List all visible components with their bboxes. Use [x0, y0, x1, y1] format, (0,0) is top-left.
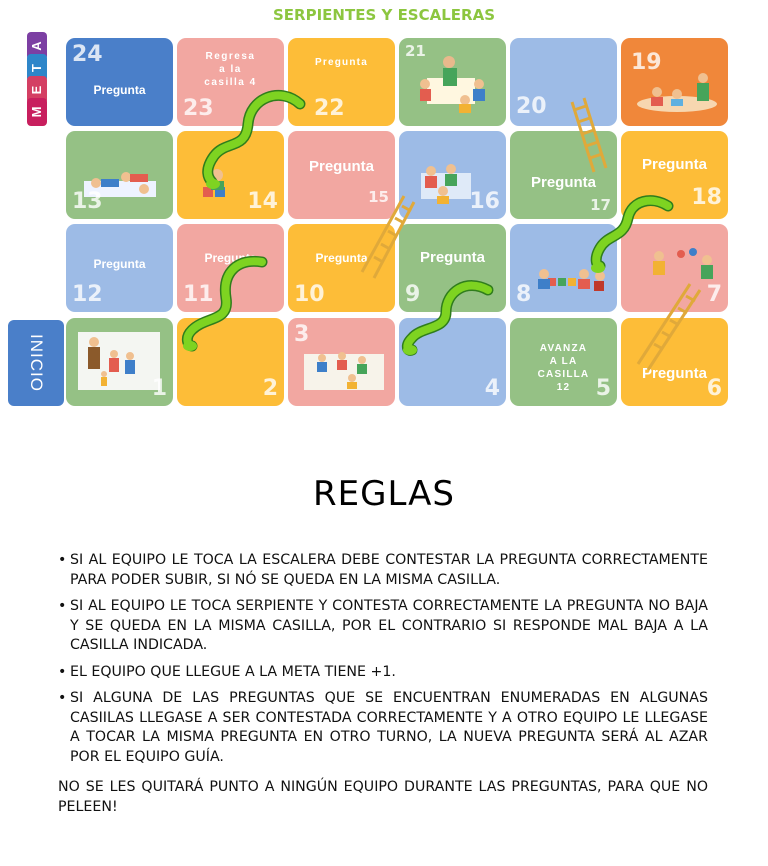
tile-number: 5 [595, 376, 611, 401]
children-reading-illustration [407, 48, 498, 114]
tile-number: 23 [183, 96, 214, 121]
tile-number: 11 [183, 282, 214, 307]
tile-label: Pregunta [641, 156, 707, 173]
tile-number: 1 [151, 376, 167, 401]
rules-closing-note: NO SE LES QUITARÁ PUNTO A NINGÚN EQUIPO DURANTE LAS PREGUNTAS, PARA QUE NO PELEEN! [58, 779, 708, 815]
meta-letter: M [27, 98, 47, 126]
tile-label: Pregunta [308, 158, 374, 175]
tile-24[interactable] [66, 38, 173, 126]
rule-item: • SI AL EQUIPO LE TOCA SERPIENTE Y CONTESTA CORRECTAMENTE LA PREGUNTA NO BAJA Y SE QUEDA EN LA MISMA CASILLA, POR EL CONTRARIO SI RESPONDE MAL BAJA A LA CASILLA INDICADA. [58, 597, 708, 656]
tile-label: Pregunta [315, 57, 368, 68]
tile-number: 12 [72, 282, 103, 307]
tile-22[interactable] [288, 38, 395, 126]
tile-number: 4 [484, 376, 500, 401]
start-label: INICIO [27, 334, 46, 392]
children-building-illustration [518, 234, 609, 300]
tile-3[interactable] [288, 318, 395, 406]
tile-label: Pregunta [204, 251, 257, 265]
rules-list [58, 551, 708, 774]
tile-number: 14 [247, 189, 278, 214]
tile-label: Pregunta [315, 251, 368, 265]
tile-9[interactable] [399, 224, 506, 312]
tile-number: 13 [72, 189, 103, 214]
tile-6[interactable] [621, 318, 728, 406]
tile-number: 16 [469, 189, 500, 214]
meta-goal-label [23, 36, 51, 120]
tile-label: Pregunta [419, 249, 485, 266]
tile-7[interactable] [621, 224, 728, 312]
tile-13[interactable] [66, 131, 173, 219]
tile-number: 21 [405, 42, 426, 60]
tile-number: 3 [294, 322, 310, 347]
tile-number: 2 [262, 376, 278, 401]
tile-15[interactable] [288, 131, 395, 219]
rule-item: • EL EQUIPO QUE LLEGUE A LA META TIENE +1. [58, 663, 708, 683]
tile-number: 10 [294, 282, 325, 307]
tile-2[interactable] [177, 318, 284, 406]
tile-20[interactable] [510, 38, 617, 126]
tile-label: AVANZA A LA CASILLA 12 [537, 343, 590, 393]
rule-item: • SI ALGUNA DE LAS PREGUNTAS QUE SE ENCUENTRAN ENUMERADAS EN ALGUNAS CASIILAS LLEGASE A SER CONTESTADA CORRECTAMENTE Y A OTRO EQUIPO LE LLEGASE A TOCAR LA MISMA PREGUNTA EN OTRO TURNO, LA NUEVA PREGUNTA SERÁ AL AZAR POR EL EQUIPO GUÍA. [58, 689, 708, 767]
classroom-illustration [296, 328, 387, 394]
tile-number: 19 [631, 50, 662, 75]
tile-8[interactable] [510, 224, 617, 312]
tile-4[interactable] [399, 318, 506, 406]
tile-19[interactable] [621, 38, 728, 126]
tile-label: Regresa a la casilla 4 [204, 51, 257, 88]
tile-number: 24 [72, 42, 103, 67]
tile-number: 22 [314, 96, 345, 121]
tile-number: 15 [368, 188, 389, 206]
tile-16[interactable] [399, 131, 506, 219]
tile-number: 9 [405, 282, 421, 307]
tile-number: 7 [706, 282, 722, 307]
tile-23[interactable] [177, 38, 284, 126]
game-board [66, 38, 732, 410]
meta-letter: A [27, 32, 47, 60]
tile-12[interactable] [66, 224, 173, 312]
game-title: SERPIENTES Y ESCALERAS [273, 6, 495, 24]
tile-number: 8 [516, 282, 532, 307]
tile-label: Pregunta [530, 174, 596, 191]
start-tile[interactable] [8, 320, 64, 406]
tile-number: 17 [590, 196, 611, 214]
tile-18[interactable] [621, 131, 728, 219]
tile-label: Pregunta [93, 257, 146, 271]
tile-11[interactable] [177, 224, 284, 312]
tile-10[interactable] [288, 224, 395, 312]
tile-21[interactable] [399, 38, 506, 126]
tile-5[interactable] [510, 318, 617, 406]
tile-number: 20 [516, 94, 547, 119]
tile-label: Pregunta [93, 83, 146, 97]
tile-1[interactable] [66, 318, 173, 406]
children-playing-illustration [629, 48, 720, 114]
meta-letter: T [27, 54, 47, 82]
tile-number: 18 [691, 185, 722, 210]
tile-14[interactable] [177, 131, 284, 219]
rules-title: REGLAS [312, 474, 456, 514]
rule-item: • SI AL EQUIPO LE TOCA LA ESCALERA DEBE CONTESTAR LA PREGUNTA CORRECTAMENTE PARA PODER SUBIR, SI NÓ SE QUEDA EN LA MISMA CASILLA. [58, 551, 708, 590]
tile-label: Pregunta [641, 365, 707, 382]
tile-17[interactable] [510, 131, 617, 219]
tile-number: 6 [706, 376, 722, 401]
meta-letter: E [27, 76, 47, 104]
